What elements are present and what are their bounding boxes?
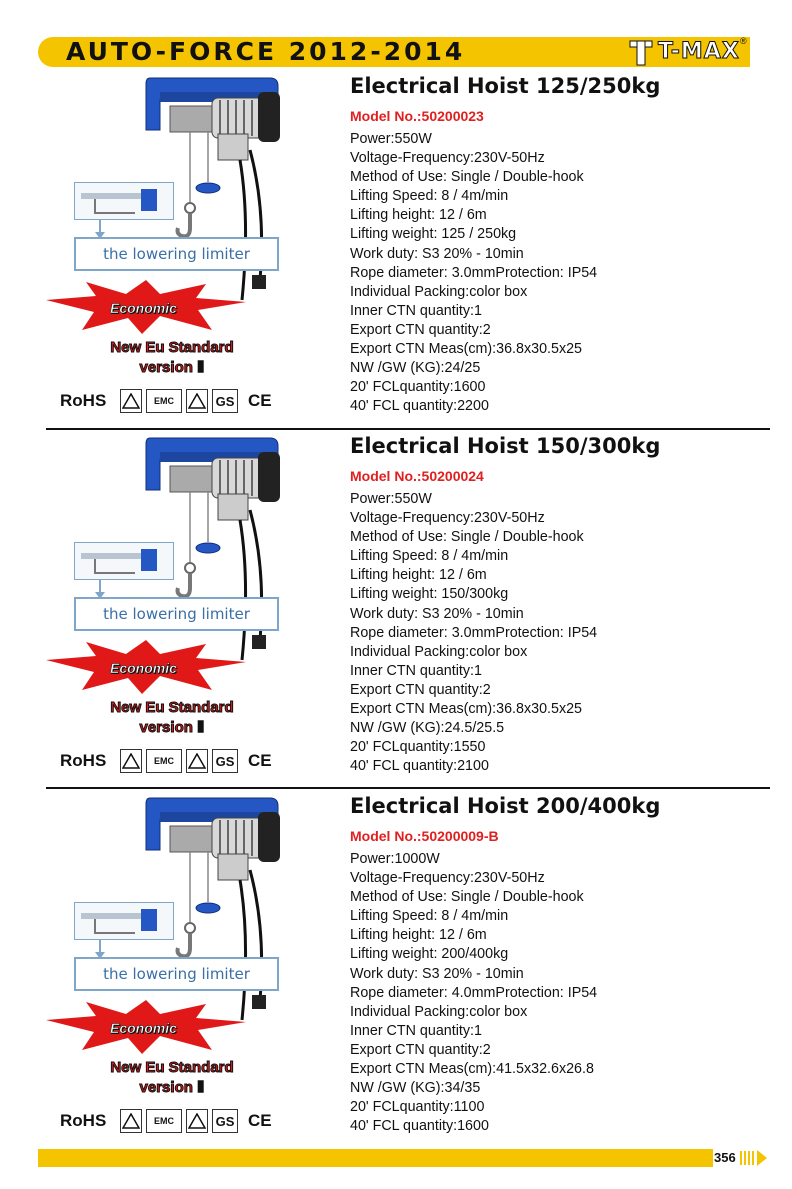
spec-line: 40' FCL quantity:2200 [350,398,489,415]
spec-line: Method of Use: Single / Double-hook [350,169,584,186]
spec-line: Voltage-Frequency:230V-50Hz [350,870,545,887]
spec-line: Lifting height: 12 / 6m [350,567,487,584]
spec-line: 20' FCLquantity:1100 [350,1099,485,1116]
spec-line: Inner CTN quantity:1 [350,1022,482,1039]
catalog-title: AUTO-FORCE 2012-2014 [66,37,466,66]
rohs-label: RoHS [60,751,107,770]
spec-list [350,850,597,1136]
next-arrow-icon [740,1149,768,1167]
spec-line: Rope diameter: 3.0mmProtection: IP54 [350,264,598,281]
spec-line: Individual Packing:color box [350,1003,528,1020]
product-illustration [40,430,320,770]
limiter-detail-image [74,902,174,940]
limiter-detail-image [74,542,174,580]
spec-line: Export CTN quantity:2 [350,321,491,338]
emc-cert-icon: EMC [146,749,182,773]
spec-line: Export CTN Meas(cm):41.5x32.6x26.8 [350,1061,594,1078]
spec-line: 40' FCL quantity:2100 [350,758,489,775]
spec-line: Work duty: S3 20% - 10min [350,245,524,262]
tmax-logo-text: T-MAX [658,39,740,64]
spec-line: Lifting weight: 200/400kg [350,946,509,963]
rohs-label: RoHS [60,1111,107,1130]
certification-row [120,388,272,414]
model-number: Model No.:50200023 [350,108,484,124]
spec-line: Rope diameter: 3.0mmProtection: IP54 [350,624,598,641]
eu-standard-label: New Eu Standard version Ⅱ [110,699,234,736]
spec-line: Voltage-Frequency:230V-50Hz [350,510,545,527]
eu-standard-label: New Eu Standard version Ⅱ [110,339,234,376]
product-illustration [40,70,320,410]
tuv-cert-icon [120,389,142,413]
spec-line: NW /GW (KG):24/25 [350,360,481,377]
emc-cert-icon: EMC [146,389,182,413]
tuv-cert-icon [120,749,142,773]
eu-standard-label: New Eu Standard version Ⅱ [110,1059,234,1096]
economic-label: Economic [110,660,177,676]
section-divider [46,428,770,430]
product-title: Electrical Hoist 125/250kg [350,74,661,98]
spec-line: Power:550W [350,491,432,507]
spec-line: 20' FCLquantity:1550 [350,739,486,756]
spec-line: Export CTN quantity:2 [350,681,491,698]
lowering-limiter-label: the lowering limiter [74,597,279,631]
spec-line: Lifting weight: 125 / 250kg [350,226,517,243]
spec-line: Individual Packing:color box [350,283,528,300]
spec-line: 20' FCLquantity:1600 [350,379,486,396]
lowering-limiter-label: the lowering limiter [74,237,279,271]
spec-line: Method of Use: Single / Double-hook [350,889,584,906]
spec-line: Lifting Speed: 8 / 4m/min [350,548,509,565]
model-number: Model No.:50200009-B [350,828,499,844]
rohs-label: RoHS [60,391,107,410]
ce-mark-icon: CE [248,1111,272,1130]
registered-mark: ® [740,36,747,46]
tuv-rheinland-icon [186,749,208,773]
tuv-cert-icon [120,1109,142,1133]
spec-line: NW /GW (KG):34/35 [350,1080,481,1097]
economic-label: Economic [110,1020,177,1036]
spec-line: Individual Packing:color box [350,643,528,660]
spec-line: Export CTN quantity:2 [350,1041,491,1058]
product-title: Electrical Hoist 150/300kg [350,434,661,458]
spec-list [350,130,597,416]
footer-bar [38,1149,713,1167]
spec-line: Lifting Speed: 8 / 4m/min [350,188,509,205]
product-title: Electrical Hoist 200/400kg [350,794,661,818]
spec-line: Method of Use: Single / Double-hook [350,529,584,546]
emc-cert-icon: EMC [146,1109,182,1133]
limiter-detail-image [74,182,174,220]
product-illustration [40,790,320,1130]
spec-line: NW /GW (KG):24.5/25.5 [350,720,505,737]
spec-line: Work duty: S3 20% - 10min [350,605,524,622]
spec-line: Inner CTN quantity:1 [350,302,482,319]
spec-line: Lifting Speed: 8 / 4m/min [350,908,509,925]
spec-line: Export CTN Meas(cm):36.8x30.5x25 [350,701,583,718]
page-number: 356 [714,1150,736,1165]
certification-row [120,748,272,774]
spec-line: Lifting weight: 150/300kg [350,586,509,603]
tuv-rheinland-icon [186,1109,208,1133]
gs-cert-icon: GS [212,1109,238,1133]
spec-line: Power:550W [350,131,432,147]
spec-line: Lifting height: 12 / 6m [350,207,487,224]
spec-line: Voltage-Frequency:230V-50Hz [350,150,545,167]
gs-cert-icon: GS [212,389,238,413]
spec-line: Export CTN Meas(cm):36.8x30.5x25 [350,341,583,358]
gs-cert-icon: GS [212,749,238,773]
spec-line: Work duty: S3 20% - 10min [350,965,524,982]
spec-line: Rope diameter: 4.0mmProtection: IP54 [350,984,598,1001]
model-number: Model No.:50200024 [350,468,484,484]
spec-line: Lifting height: 12 / 6m [350,927,487,944]
section-divider [46,787,770,789]
ce-mark-icon: CE [248,751,272,770]
lowering-limiter-label: the lowering limiter [74,957,279,991]
ce-mark-icon: CE [248,391,272,410]
economic-label: Economic [110,300,177,316]
spec-list [350,490,597,776]
spec-line: Inner CTN quantity:1 [350,662,482,679]
spec-line: 40' FCL quantity:1600 [350,1118,489,1135]
product-section [40,790,770,1140]
certification-row [120,1108,272,1134]
product-section [40,70,770,420]
product-section [40,430,770,780]
tuv-rheinland-icon [186,389,208,413]
spec-line: Power:1000W [350,851,440,867]
